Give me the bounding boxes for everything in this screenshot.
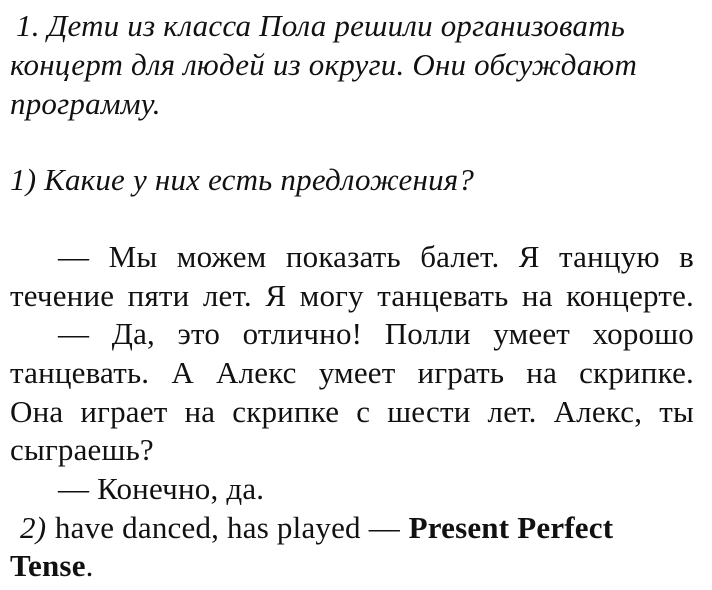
dialogue-line-6: сыграешь? — [10, 432, 154, 467]
answer-text: have danced, has played — — [54, 510, 400, 545]
answer-line-2 — [10, 546, 94, 586]
intro-line-2: концерт для людей из округи. Они обсуждают — [10, 47, 638, 82]
dialogue-line-4: танцевать. А Алекс умеет играть на скрипке. — [10, 355, 694, 390]
answer-end: . — [85, 548, 94, 583]
dialogue-line-3: — Да, это отлично! Полли умеет хорошо — [58, 316, 694, 351]
answer-number: 2) — [20, 510, 47, 545]
answer-bold-1: Present Perfect — [408, 510, 614, 545]
intro-line-3: программу. — [10, 86, 161, 121]
answer-line-1 — [20, 508, 613, 548]
dialogue-line-5: Она играет на скрипке с шести лет. Алекс, ты — [10, 394, 694, 429]
dialogue-line-1: — Мы можем показать балет. Я танцую в — [58, 239, 694, 274]
answer-bold-2: Tense — [10, 548, 86, 583]
intro-line-1: 1. Дети из класса Пола решили организовать — [16, 8, 626, 43]
question-text: 1) Какие у них есть предложения? — [10, 162, 475, 197]
dialogue-line-7: — Конечно, да. — [58, 471, 265, 506]
dialogue-line-2: течение пяти лет. Я могу танцевать на концерте. — [10, 278, 694, 313]
